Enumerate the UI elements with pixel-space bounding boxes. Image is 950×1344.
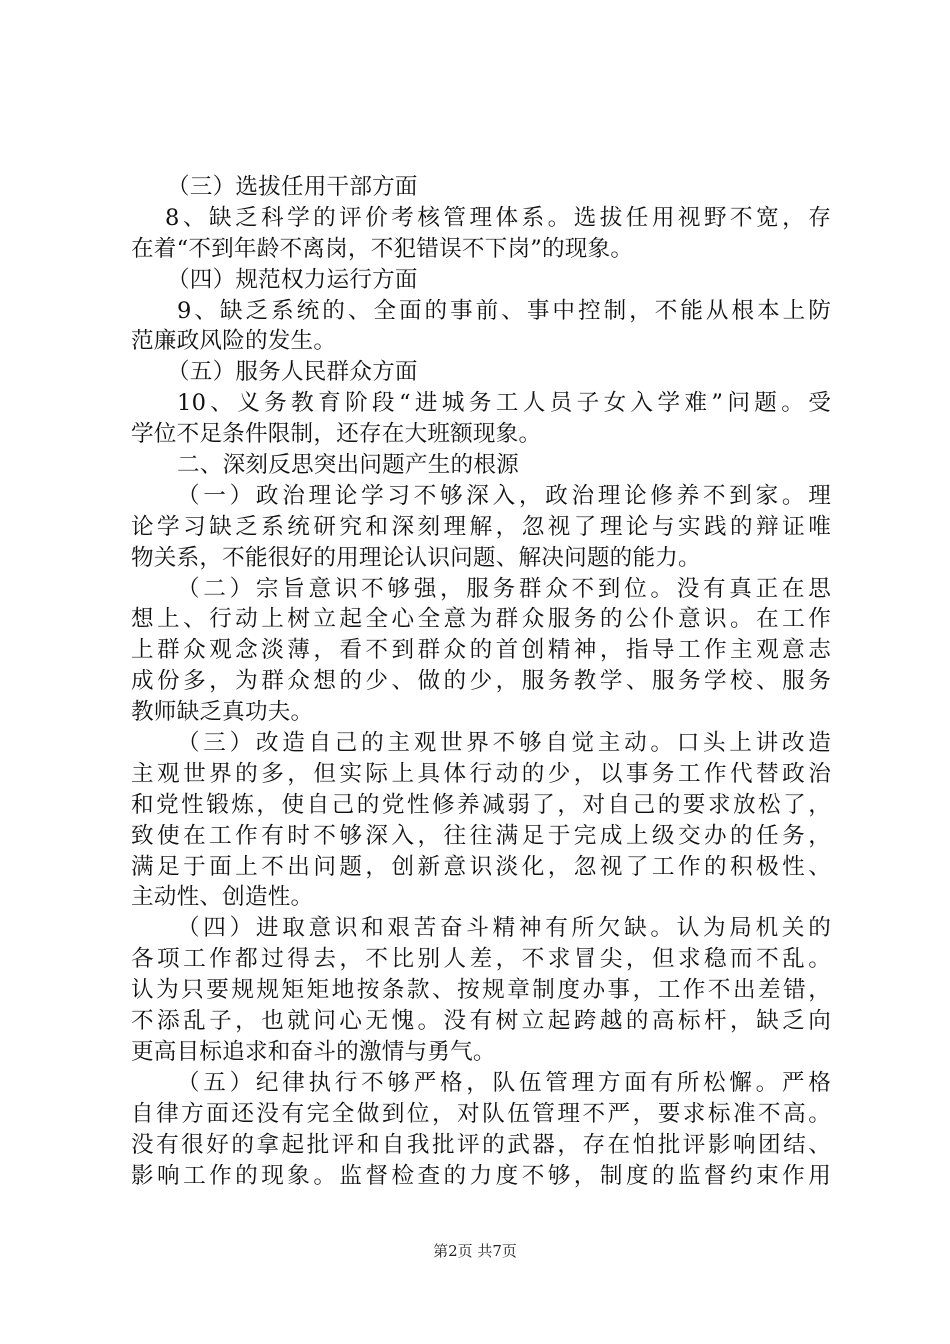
text-line: 在着“不到年龄不离岗，不犯错误不下岗”的现象。 [131, 235, 634, 262]
text-line: （一）政治理论学习不够深入，政治理论修养不到家。理 [177, 482, 831, 509]
text-line: 二、深刻反思突出问题产生的根源 [177, 452, 519, 479]
text-line: 学位不足条件限制，还存在大班额现象。 [131, 421, 542, 448]
text-line: （五）服务人民群众方面 [167, 359, 418, 386]
text-line: 10、义务教育阶段“进城务工人员子女入学难”问题。受 [177, 390, 831, 417]
text-line: 想上、行动上树立起全心全意为群众服务的公仆意识。在工作 [131, 606, 831, 633]
text-line: 不添乱子，也就问心无愧。没有树立起跨越的高标杆，缺乏向 [131, 1008, 831, 1035]
text-line: 成份多，为群众想的少、做的少，服务教学、服务学校、服务 [131, 668, 831, 695]
text-line: （四）规范权力运行方面 [167, 266, 418, 293]
text-line: 主动性、创造性。 [131, 884, 314, 911]
text-line: 认为只要规规矩矩地按条款、按规章制度办事，工作不出差错， [131, 977, 831, 1004]
text-line: 8、缺乏科学的评价考核管理体系。选拔任用视野不宽，存 [165, 204, 831, 231]
text-line: 各项工作都过得去，不比别人差，不求冒尖，但求稳而不乱。 [131, 946, 831, 973]
text-line: 范廉政风险的发生。 [131, 328, 337, 355]
text-line: （四）进取意识和艰苦奋斗精神有所欠缺。认为局机关的 [177, 915, 831, 942]
page-footer: 第2页 共7页 [433, 1242, 517, 1260]
text-line: 教师缺乏真功夫。 [131, 699, 314, 726]
text-line: （五）纪律执行不够严格，队伍管理方面有所松懈。严格 [177, 1069, 831, 1096]
document-body [131, 172, 831, 1191]
text-line: 物关系，不能很好的用理论认识问题、解决问题的能力。 [131, 544, 701, 571]
text-line: （三）改造自己的主观世界不够自觉主动。口头上讲改造 [177, 730, 831, 757]
text-line: 9、缺乏系统的、全面的事前、事中控制，不能从根本上防 [177, 297, 831, 324]
text-line: 主观世界的多，但实际上具体行动的少，以事务工作代替政治 [131, 760, 831, 787]
text-line: 没有很好的拿起批评和自我批评的武器，存在怕批评影响团结、 [131, 1131, 831, 1158]
text-line: 致使在工作有时不够深入，往往满足于完成上级交办的任务， [131, 822, 831, 849]
text-line: 论学习缺乏系统研究和深刻理解，忽视了理论与实践的辩证唯 [131, 513, 831, 540]
text-line: 和党性锻炼，使自己的党性修养减弱了，对自己的要求放松了， [131, 791, 831, 818]
text-line: 满足于面上不出问题，创新意识淡化，忽视了工作的积极性、 [131, 853, 831, 880]
text-line: （二）宗旨意识不够强，服务群众不到位。没有真正在思 [177, 575, 831, 602]
text-line: 自律方面还没有完全做到位，对队伍管理不严，要求标准不高。 [131, 1100, 831, 1127]
text-line: 更高目标追求和奋斗的激情与勇气。 [131, 1038, 496, 1065]
text-line: （三）选拔任用干部方面 [167, 174, 418, 200]
text-line: 影响工作的现象。监督检查的力度不够，制度的监督约束作用 [131, 1162, 831, 1189]
text-line: 上群众观念淡薄，看不到群众的首创精神，指导工作主观意志 [131, 637, 831, 664]
